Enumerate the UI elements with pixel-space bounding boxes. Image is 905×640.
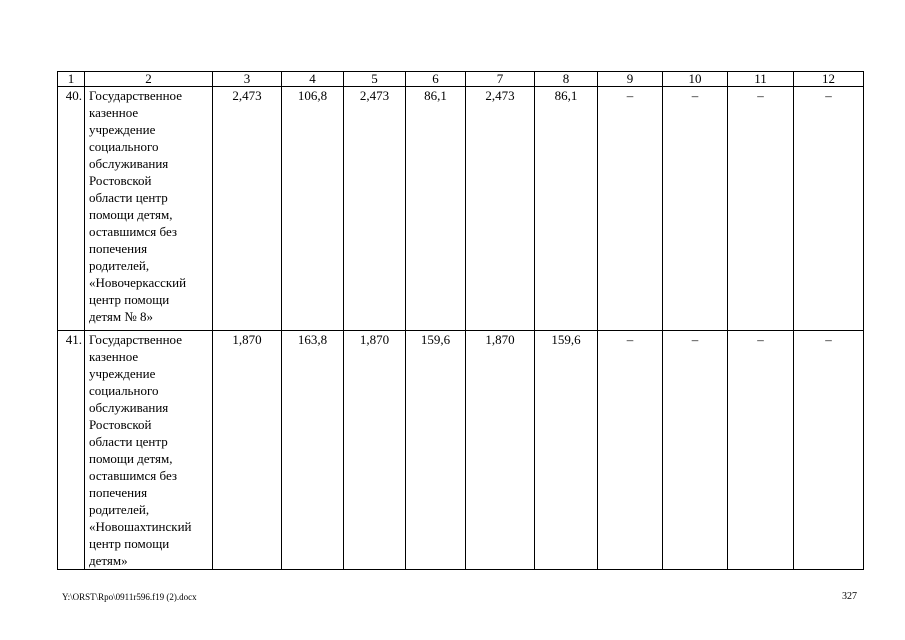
table-header-row	[58, 72, 864, 87]
document-table	[57, 71, 864, 570]
header-cell: 5	[344, 72, 406, 87]
header-cell: 6	[406, 72, 466, 87]
table-row	[58, 331, 864, 570]
header-cell: 10	[663, 72, 728, 87]
value-cell: –	[794, 87, 864, 331]
value-cell: 159,6	[406, 331, 466, 570]
header-cell: 2	[85, 72, 213, 87]
value-cell: 1,870	[344, 331, 406, 570]
value-cell: –	[794, 331, 864, 570]
header-cell: 9	[598, 72, 663, 87]
page-number: 327	[842, 591, 857, 602]
header-cell: 3	[213, 72, 282, 87]
value-cell: 86,1	[406, 87, 466, 331]
institution-name: Государственное казенное учреждение социального обслуживания Ростовской области центр помощи детям, оставшимся без попечения родителей, «Новочеркасский центр помощи детям № 8»	[85, 87, 213, 331]
institution-name: Государственное казенное учреждение социального обслуживания Ростовской области центр помощи детям, оставшимся без попечения родителей, «Новошахтинский центр помощи детям»	[85, 331, 213, 570]
header-cell: 8	[535, 72, 598, 87]
value-cell: –	[598, 331, 663, 570]
table-row	[58, 87, 864, 331]
header-cell: 7	[466, 72, 535, 87]
value-cell: 1,870	[466, 331, 535, 570]
header-cell: 1	[58, 72, 85, 87]
value-cell: 163,8	[282, 331, 344, 570]
row-number: 40.	[58, 87, 85, 331]
value-cell: –	[728, 87, 794, 331]
value-cell: –	[663, 331, 728, 570]
value-cell: 159,6	[535, 331, 598, 570]
value-cell: 2,473	[213, 87, 282, 331]
value-cell: –	[663, 87, 728, 331]
header-cell: 11	[728, 72, 794, 87]
footer-file-path: Y:\ORST\Rpo\0911r596.f19 (2).docx	[62, 592, 197, 602]
value-cell: 2,473	[344, 87, 406, 331]
value-cell: 1,870	[213, 331, 282, 570]
value-cell: 86,1	[535, 87, 598, 331]
header-cell: 12	[794, 72, 864, 87]
header-cell: 4	[282, 72, 344, 87]
value-cell: –	[728, 331, 794, 570]
value-cell: 2,473	[466, 87, 535, 331]
value-cell: 106,8	[282, 87, 344, 331]
value-cell: –	[598, 87, 663, 331]
row-number: 41.	[58, 331, 85, 570]
